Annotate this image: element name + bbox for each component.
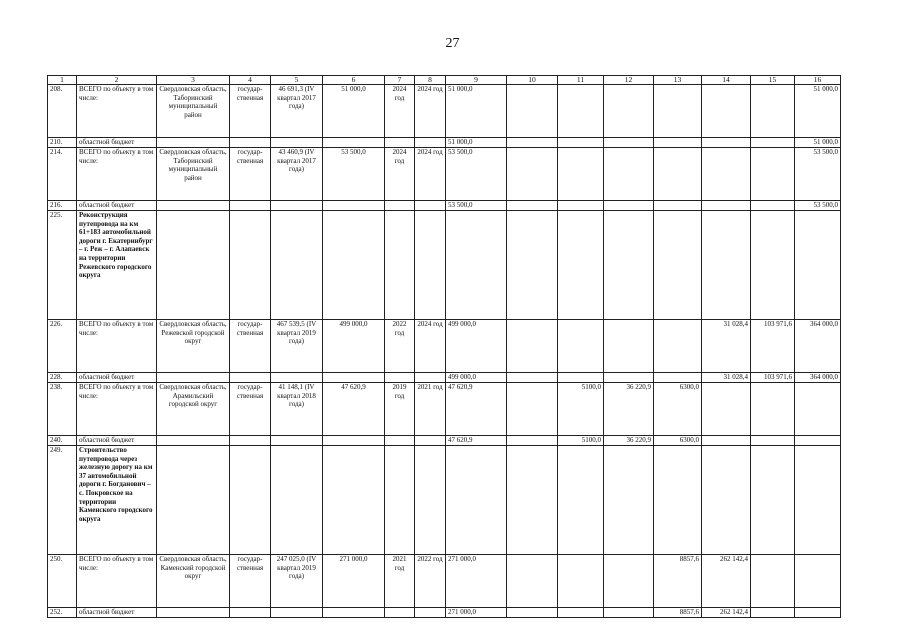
empty-cell (415, 138, 446, 148)
empty-cell (157, 211, 230, 320)
row-number: 210. (48, 138, 77, 148)
amount-col-13 (654, 320, 702, 373)
object-row (48, 320, 841, 373)
total-amount: 53 500,0 (446, 148, 507, 201)
capacity: 467 539,5 (IV квартал 2019 года) (271, 320, 323, 373)
amount-col-16: 53 500,0 (795, 201, 841, 211)
amount-col-10 (507, 320, 558, 373)
column-number: 7 (385, 76, 415, 85)
empty-cell (271, 201, 323, 211)
amount-col-11 (558, 373, 604, 383)
object-label: ВСЕГО по объекту в том числе: (77, 148, 157, 201)
column-number: 15 (751, 76, 795, 85)
empty-cell (751, 211, 795, 320)
amount-col-12 (604, 373, 654, 383)
empty-cell (323, 138, 385, 148)
amount-col-15 (751, 436, 795, 446)
amount-col-14: 262 142,4 (702, 555, 751, 608)
object-row (48, 148, 841, 201)
column-number-row (48, 76, 841, 85)
column-number: 2 (77, 76, 157, 85)
amount-col-12 (604, 320, 654, 373)
empty-cell (271, 211, 323, 320)
amount-col-16: 53 500,0 (795, 148, 841, 201)
amount-col-9: 499 000,0 (446, 373, 507, 383)
amount-col-11 (558, 148, 604, 201)
amount-col-16: 51 000,0 (795, 85, 841, 138)
amount-col-13: 6300,0 (654, 436, 702, 446)
empty-cell (157, 608, 230, 618)
empty-cell (415, 608, 446, 618)
empty-cell (385, 201, 415, 211)
empty-cell (415, 211, 446, 320)
estimated-cost: 51 000,0 (323, 85, 385, 138)
row-number: 240. (48, 436, 77, 446)
empty-cell (323, 211, 385, 320)
empty-cell (558, 446, 604, 555)
empty-cell (230, 373, 271, 383)
amount-col-16 (795, 608, 841, 618)
empty-cell (751, 446, 795, 555)
amount-col-16: 364 000,0 (795, 373, 841, 383)
amount-col-9: 51 000,0 (446, 138, 507, 148)
row-number: 250. (48, 555, 77, 608)
empty-cell (323, 446, 385, 555)
region: Свердловская область, Таборинский муниципальный район (157, 148, 230, 201)
column-number: 9 (446, 76, 507, 85)
row-number: 238. (48, 383, 77, 436)
region: Свердловская область, Режевской городской округ (157, 320, 230, 373)
funding-source: областной бюджет (77, 373, 157, 383)
empty-cell (157, 446, 230, 555)
object-label: ВСЕГО по объекту в том числе: (77, 383, 157, 436)
region: Свердловская область, Таборинский муниципальный район (157, 85, 230, 138)
total-amount: 51 000,0 (446, 85, 507, 138)
estimated-cost: 271 000,0 (323, 555, 385, 608)
region: Свердловская область, Арамильский городской округ (157, 383, 230, 436)
amount-col-15 (751, 555, 795, 608)
empty-cell (230, 201, 271, 211)
amount-col-13 (654, 85, 702, 138)
empty-cell (415, 436, 446, 446)
amount-col-13: 6300,0 (654, 383, 702, 436)
empty-cell (654, 446, 702, 555)
capacity: 46 691,3 (IV квартал 2017 года) (271, 85, 323, 138)
estimated-cost: 499 000,0 (323, 320, 385, 373)
object-title-row (48, 211, 841, 320)
budget-row (48, 608, 841, 618)
end-year: 2024 год (415, 320, 446, 373)
amount-col-15 (751, 608, 795, 618)
row-number: 226. (48, 320, 77, 373)
start-year: 2024 год (385, 85, 415, 138)
empty-cell (271, 138, 323, 148)
amount-col-10 (507, 436, 558, 446)
empty-cell (323, 436, 385, 446)
budget-table (47, 75, 841, 618)
amount-col-13: 8857,6 (654, 555, 702, 608)
object-row (48, 555, 841, 608)
empty-cell (271, 446, 323, 555)
empty-cell (415, 373, 446, 383)
empty-cell (795, 211, 841, 320)
amount-col-10 (507, 555, 558, 608)
amount-col-12 (604, 138, 654, 148)
ownership: государ-ственная (230, 383, 271, 436)
empty-cell (558, 211, 604, 320)
column-number: 5 (271, 76, 323, 85)
empty-cell (604, 211, 654, 320)
column-number: 8 (415, 76, 446, 85)
total-amount: 271 000,0 (446, 555, 507, 608)
empty-cell (507, 211, 558, 320)
amount-col-10 (507, 148, 558, 201)
empty-cell (415, 201, 446, 211)
column-number: 1 (48, 76, 77, 85)
amount-col-10 (507, 201, 558, 211)
empty-cell (230, 608, 271, 618)
empty-cell (157, 373, 230, 383)
funding-source: областной бюджет (77, 201, 157, 211)
amount-col-10 (507, 383, 558, 436)
column-number: 13 (654, 76, 702, 85)
amount-col-14 (702, 436, 751, 446)
amount-col-13 (654, 148, 702, 201)
estimated-cost: 53 500,0 (323, 148, 385, 201)
funding-source: областной бюджет (77, 138, 157, 148)
empty-cell (385, 138, 415, 148)
amount-col-11 (558, 608, 604, 618)
amount-col-14 (702, 85, 751, 138)
capacity: 41 148,1 (IV квартал 2018 года) (271, 383, 323, 436)
column-number: 16 (795, 76, 841, 85)
amount-col-11: 5100,0 (558, 383, 604, 436)
ownership: государ-ственная (230, 85, 271, 138)
column-number: 3 (157, 76, 230, 85)
amount-col-11 (558, 320, 604, 373)
amount-col-9: 271 000,0 (446, 608, 507, 618)
amount-col-14 (702, 201, 751, 211)
empty-cell (702, 446, 751, 555)
empty-cell (271, 608, 323, 618)
amount-col-15 (751, 85, 795, 138)
amount-col-16 (795, 383, 841, 436)
amount-col-9: 53 500,0 (446, 201, 507, 211)
amount-col-14 (702, 138, 751, 148)
estimated-cost: 47 620,9 (323, 383, 385, 436)
amount-col-14: 31 028,4 (702, 373, 751, 383)
amount-col-11: 5100,0 (558, 436, 604, 446)
object-title: Реконструкция путепровода на км 61+183 автомобильной дороги г. Екатеринбург – г. Реж – г. Алапаевск на территории Режевского городского округа (77, 211, 157, 320)
ownership: государ-ственная (230, 320, 271, 373)
amount-col-14 (702, 383, 751, 436)
amount-col-13 (654, 201, 702, 211)
empty-cell (446, 211, 507, 320)
empty-cell (415, 446, 446, 555)
empty-cell (702, 211, 751, 320)
capacity: 43 460,9 (IV квартал 2017 года) (271, 148, 323, 201)
end-year: 2024 год (415, 148, 446, 201)
amount-col-11 (558, 201, 604, 211)
amount-col-10 (507, 373, 558, 383)
empty-cell (271, 373, 323, 383)
amount-col-15: 103 971,6 (751, 373, 795, 383)
empty-cell (507, 446, 558, 555)
amount-col-16 (795, 436, 841, 446)
amount-col-15 (751, 138, 795, 148)
total-amount: 47 620,9 (446, 383, 507, 436)
amount-col-14: 31 028,4 (702, 320, 751, 373)
amount-col-15 (751, 201, 795, 211)
region: Свердловская область, Каменский городской округ (157, 555, 230, 608)
start-year: 2019 год (385, 383, 415, 436)
row-number: 225. (48, 211, 77, 320)
funding-source: областной бюджет (77, 436, 157, 446)
end-year: 2021 год (415, 383, 446, 436)
empty-cell (230, 436, 271, 446)
amount-col-11 (558, 85, 604, 138)
row-number: 208. (48, 85, 77, 138)
empty-cell (446, 446, 507, 555)
amount-col-16: 364 000,0 (795, 320, 841, 373)
ownership: государ-ственная (230, 555, 271, 608)
column-number: 12 (604, 76, 654, 85)
amount-col-13 (654, 373, 702, 383)
page-number: 27 (445, 36, 460, 51)
row-number: 252. (48, 608, 77, 618)
empty-cell (323, 201, 385, 211)
budget-row (48, 201, 841, 211)
capacity: 247 025,0 (IV квартал 2019 года) (271, 555, 323, 608)
object-row (48, 85, 841, 138)
start-year: 2024 год (385, 148, 415, 201)
empty-cell (385, 211, 415, 320)
empty-cell (230, 446, 271, 555)
empty-cell (385, 608, 415, 618)
amount-col-15: 103 971,6 (751, 320, 795, 373)
object-row (48, 383, 841, 436)
column-number: 14 (702, 76, 751, 85)
amount-col-11 (558, 138, 604, 148)
amount-col-12: 36 220,9 (604, 436, 654, 446)
column-number: 4 (230, 76, 271, 85)
empty-cell (230, 211, 271, 320)
end-year: 2022 год (415, 555, 446, 608)
empty-cell (604, 446, 654, 555)
amount-col-10 (507, 138, 558, 148)
empty-cell (323, 373, 385, 383)
budget-row (48, 373, 841, 383)
row-number: 214. (48, 148, 77, 201)
amount-col-12 (604, 555, 654, 608)
object-label: ВСЕГО по объекту в том числе: (77, 555, 157, 608)
start-year: 2022 год (385, 320, 415, 373)
amount-col-9: 47 620,9 (446, 436, 507, 446)
object-label: ВСЕГО по объекту в том числе: (77, 320, 157, 373)
amount-col-10 (507, 608, 558, 618)
amount-col-14 (702, 148, 751, 201)
amount-col-11 (558, 555, 604, 608)
budget-row (48, 138, 841, 148)
amount-col-12 (604, 148, 654, 201)
amount-col-15 (751, 383, 795, 436)
empty-cell (323, 608, 385, 618)
row-number: 249. (48, 446, 77, 555)
amount-col-10 (507, 85, 558, 138)
empty-cell (795, 446, 841, 555)
empty-cell (157, 138, 230, 148)
object-title: Строительство путепровода через железную дорогу на км 37 автомобильной дороги г. Богданович – с. Покровское на территории Каменского городского округа (77, 446, 157, 555)
amount-col-13 (654, 138, 702, 148)
amount-col-12: 36 220,9 (604, 383, 654, 436)
amount-col-16 (795, 555, 841, 608)
amount-col-12 (604, 85, 654, 138)
column-number: 10 (507, 76, 558, 85)
amount-col-13: 8857,6 (654, 608, 702, 618)
column-number: 11 (558, 76, 604, 85)
empty-cell (271, 436, 323, 446)
row-number: 228. (48, 373, 77, 383)
object-title-row (48, 446, 841, 555)
column-number: 6 (323, 76, 385, 85)
empty-cell (385, 446, 415, 555)
amount-col-12 (604, 201, 654, 211)
total-amount: 499 000,0 (446, 320, 507, 373)
empty-cell (157, 201, 230, 211)
empty-cell (385, 436, 415, 446)
amount-col-12 (604, 608, 654, 618)
start-year: 2021 год (385, 555, 415, 608)
empty-cell (385, 373, 415, 383)
funding-source: областной бюджет (77, 608, 157, 618)
row-number: 216. (48, 201, 77, 211)
empty-cell (654, 211, 702, 320)
end-year: 2024 год (415, 85, 446, 138)
object-label: ВСЕГО по объекту в том числе: (77, 85, 157, 138)
amount-col-15 (751, 148, 795, 201)
empty-cell (157, 436, 230, 446)
amount-col-16: 51 000,0 (795, 138, 841, 148)
ownership: государ-ственная (230, 148, 271, 201)
amount-col-14: 262 142,4 (702, 608, 751, 618)
budget-row (48, 436, 841, 446)
empty-cell (230, 138, 271, 148)
